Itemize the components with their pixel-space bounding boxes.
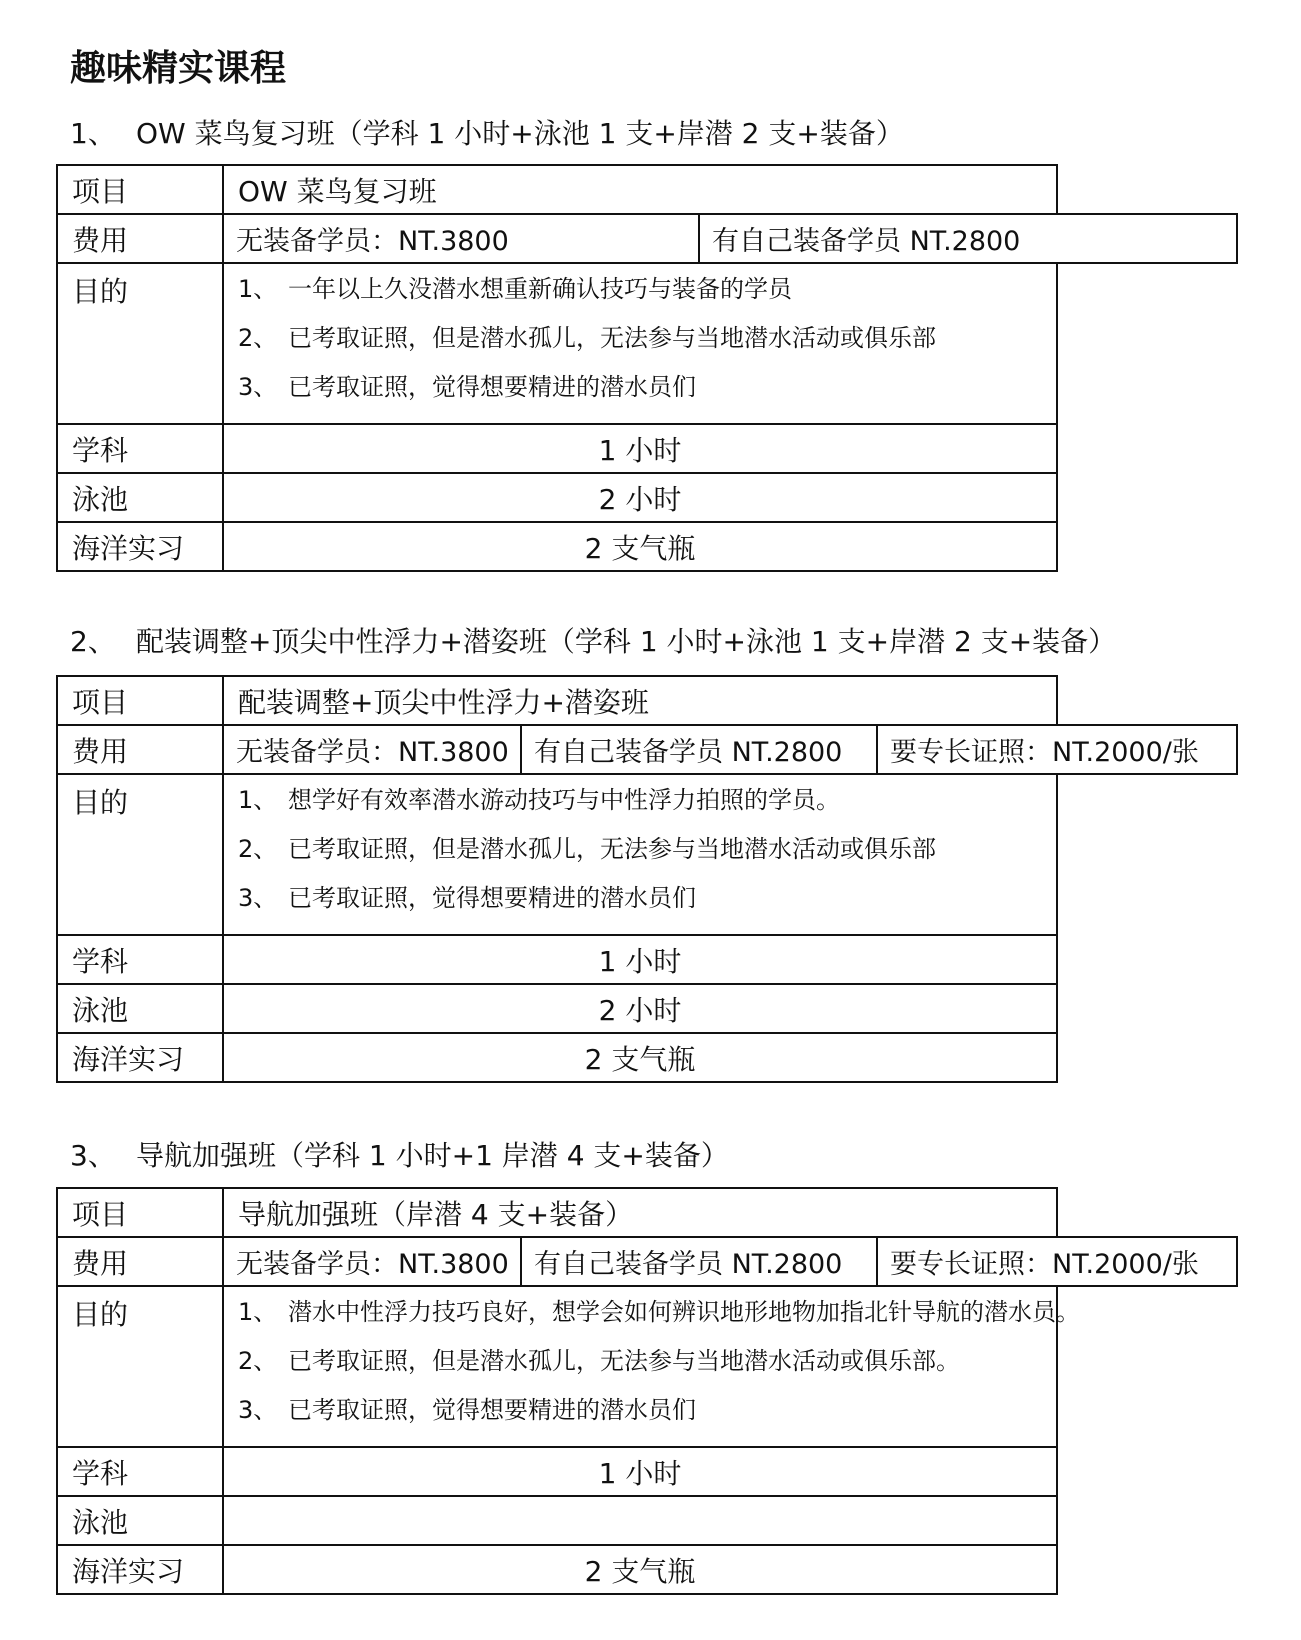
purpose-item: 3、 已考取证照，觉得想要精进的潜水员们 <box>238 884 696 912</box>
row-label: 目的 <box>57 1286 223 1447</box>
row-label: 泳池 <box>57 1496 223 1545</box>
row-label: 目的 <box>57 263 223 424</box>
table-row <box>57 1496 1237 1545</box>
table-row <box>57 1286 1237 1447</box>
course-name: OW 菜鸟复习班 <box>223 165 1057 214</box>
purpose-item: 1、 想学好有效率潜水游动技巧与中性浮力拍照的学员。 <box>238 786 840 814</box>
section-heading: 2、 配装调整+顶尖中性浮力+潜姿班（学科 1 小时+泳池 1 支+岸潜 2 支+装备） <box>70 625 1117 658</box>
fee-certificate: 要专长证照：NT.2000/张 <box>877 725 1237 774</box>
row-label: 项目 <box>57 1188 223 1237</box>
ocean-value: 2 支气瓶 <box>223 1033 1057 1082</box>
course-table <box>56 164 1238 572</box>
table-row <box>57 1545 1237 1594</box>
purpose-item: 1、 一年以上久没潜水想重新确认技巧与装备的学员 <box>238 275 792 303</box>
table-row <box>57 1188 1237 1237</box>
section-heading: 3、 导航加强班（学科 1 小时+1 岸潜 4 支+装备） <box>70 1139 729 1172</box>
fee-no-gear: 无装备学员：NT.3800 <box>223 1237 521 1286</box>
course-table <box>56 1187 1238 1595</box>
table-row <box>57 774 1237 935</box>
table-row <box>57 935 1237 984</box>
table-row <box>57 676 1237 725</box>
purpose-item: 3、 已考取证照，觉得想要精进的潜水员们 <box>238 373 696 401</box>
row-label: 海洋实习 <box>57 1545 223 1594</box>
theory-value: 1 小时 <box>223 935 1057 984</box>
course-name: 导航加强班（岸潜 4 支+装备） <box>223 1188 1057 1237</box>
row-label: 泳池 <box>57 984 223 1033</box>
purpose-item: 2、 已考取证照，但是潜水孤儿，无法参与当地潜水活动或俱乐部 <box>238 835 936 863</box>
purpose-item: 3、 已考取证照，觉得想要精进的潜水员们 <box>238 1396 696 1424</box>
table-row <box>57 522 1237 571</box>
course-name: 配装调整+顶尖中性浮力+潜姿班 <box>223 676 1057 725</box>
table-row <box>57 1237 1237 1286</box>
row-label: 学科 <box>57 1447 223 1496</box>
course-table <box>56 675 1238 1083</box>
row-label: 学科 <box>57 935 223 984</box>
row-label: 费用 <box>57 1237 223 1286</box>
table-row <box>57 424 1237 473</box>
row-label: 目的 <box>57 774 223 935</box>
table-row <box>57 263 1237 424</box>
table-row <box>57 984 1237 1033</box>
fee-no-gear: 无装备学员：NT.3800 <box>223 214 699 263</box>
row-label: 项目 <box>57 165 223 214</box>
table-row <box>57 214 1237 263</box>
fee-own-gear: 有自己装备学员 NT.2800 <box>699 214 1237 263</box>
pool-value: 2 小时 <box>223 984 1057 1033</box>
fee-own-gear: 有自己装备学员 NT.2800 <box>521 1237 877 1286</box>
row-label: 费用 <box>57 725 223 774</box>
pool-value: 2 小时 <box>223 473 1057 522</box>
row-label: 项目 <box>57 676 223 725</box>
purpose-list <box>223 1286 1080 1447</box>
row-label: 泳池 <box>57 473 223 522</box>
ocean-value: 2 支气瓶 <box>223 522 1057 571</box>
ocean-value: 2 支气瓶 <box>223 1545 1057 1594</box>
table-row <box>57 725 1237 774</box>
page-title: 趣味精实课程 <box>70 48 287 89</box>
table-row <box>57 1033 1237 1082</box>
fee-no-gear: 无装备学员：NT.3800 <box>223 725 521 774</box>
purpose-item: 2、 已考取证照，但是潜水孤儿，无法参与当地潜水活动或俱乐部 <box>238 324 936 352</box>
table-row <box>57 165 1237 214</box>
row-label: 海洋实习 <box>57 522 223 571</box>
purpose-item: 2、 已考取证照，但是潜水孤儿，无法参与当地潜水活动或俱乐部。 <box>238 1347 960 1375</box>
table-row <box>57 1447 1237 1496</box>
purpose-item: 1、 潜水中性浮力技巧良好，想学会如何辨识地形地物加指北针导航的潜水员。 <box>238 1298 1080 1326</box>
purpose-list <box>223 263 1057 424</box>
theory-value: 1 小时 <box>223 424 1057 473</box>
row-label: 费用 <box>57 214 223 263</box>
row-label: 学科 <box>57 424 223 473</box>
row-label: 海洋实习 <box>57 1033 223 1082</box>
fee-own-gear: 有自己装备学员 NT.2800 <box>521 725 877 774</box>
theory-value: 1 小时 <box>223 1447 1057 1496</box>
pool-value <box>223 1496 1057 1545</box>
table-row <box>57 473 1237 522</box>
purpose-list <box>223 774 1057 935</box>
section-heading: 1、 OW 菜鸟复习班（学科 1 小时+泳池 1 支+岸潜 2 支+装备） <box>70 117 904 150</box>
fee-certificate: 要专长证照：NT.2000/张 <box>877 1237 1237 1286</box>
